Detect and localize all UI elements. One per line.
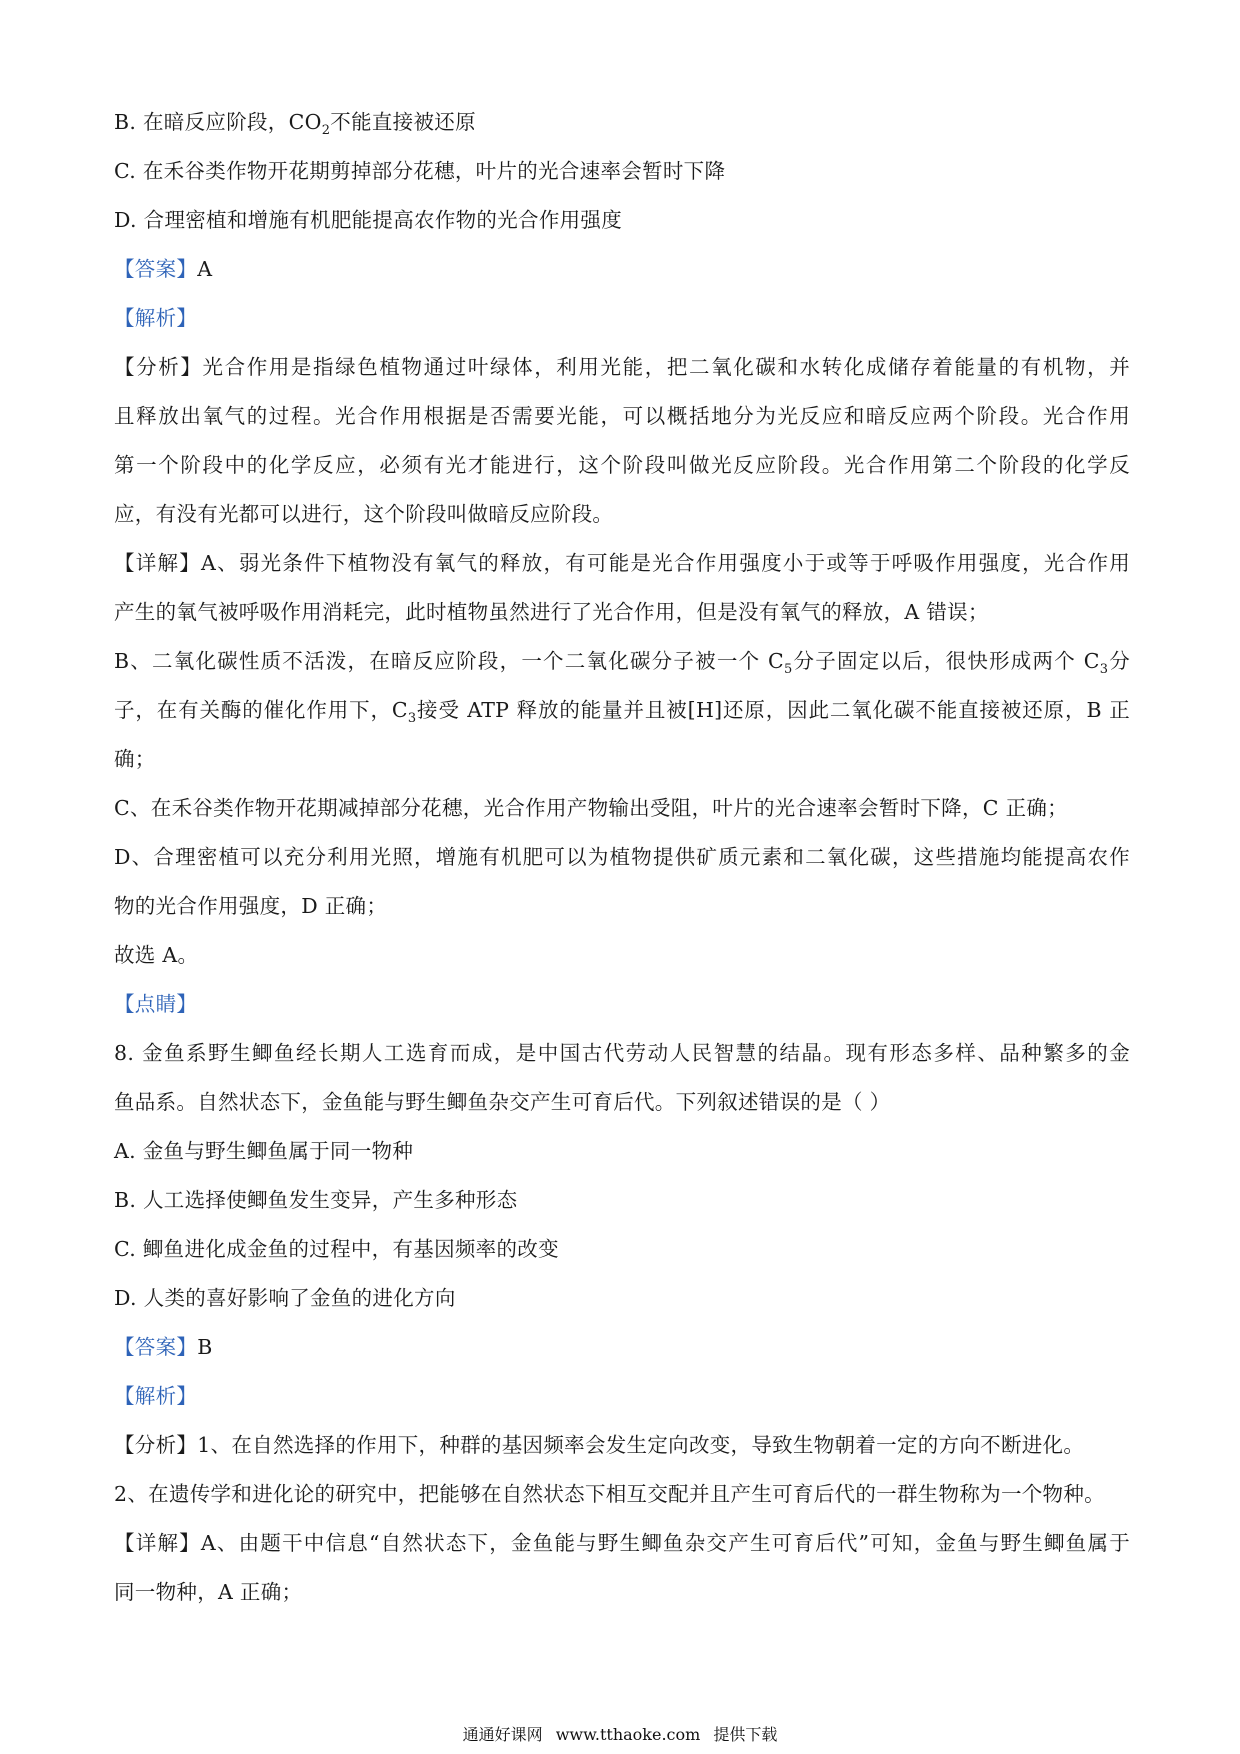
q7-option-d: D. 合理密植和增施有机肥能提高农作物的光合作用强度: [114, 208, 623, 232]
q7-option-b: B. 在暗反应阶段，$CO_2$不能直接被还原: [114, 110, 476, 139]
q7-answer: 【答案】A: [114, 257, 213, 281]
detail-tag: 【详解】: [114, 1531, 201, 1555]
q7-analysis-line-1: 【分析】光合作用是指绿色植物通过叶绿体，利用光能，把二氧化碳和水转化成储存着能量的有机物，并: [114, 355, 1130, 379]
answer-tag: 【答案】: [114, 1335, 198, 1359]
q7-detail-a-line-1: 【详解】A、弱光条件下植物没有氧气的释放，有可能是光合作用强度小于或等于呼吸作用强度，光合作用: [114, 551, 1130, 575]
q7-analysis-line-4: 应，有没有光都可以进行，这个阶段叫做暗反应阶段。: [114, 502, 614, 526]
q8-option-d: D. 人类的喜好影响了金鱼的进化方向: [114, 1286, 456, 1310]
q8-answer: 【答案】B: [114, 1335, 213, 1359]
q7-detail-b-line-2: 子，在有关酶的催化作用下，$C_3$接受 ATP 释放的能量并且被[H]还原，因此二氧化碳不能直接被还原，B 正: [114, 698, 1130, 727]
footer-note: 提供下载: [713, 1725, 778, 1744]
q8-analysis-line-1: 【分析】1、在自然选择的作用下，种群的基因频率会发生定向改变，导致生物朝着一定的方向不断进化。: [114, 1433, 1085, 1457]
q7-detail-a-line-2: 产生的氧气被呼吸作用消耗完，此时植物虽然进行了光合作用，但是没有氧气的释放，A 错误；: [114, 600, 989, 624]
q7-jiexi-tag: 【解析】: [114, 306, 198, 330]
detail-tag: 【详解】: [114, 551, 202, 575]
q8-analysis-line-2: 2、在遗传学和进化论的研究中，把能够在自然状态下相互交配并且产生可育后代的一群生物称为一个物种。: [114, 1482, 1105, 1506]
answer-tag: 【答案】: [114, 257, 198, 281]
q7-detail-b-line-1: B、二氧化碳性质不活泼，在暗反应阶段，一个二氧化碳分子被一个 $C_5$分子固定以后，很快形成两个 $C_3$分: [114, 649, 1130, 678]
q8-stem-line-1: 8. 金鱼系野生鲫鱼经长期人工选育而成，是中国古代劳动人民智慧的结晶。现有形态多样、品种繁多的金: [114, 1041, 1130, 1065]
q8-detail-a-line-1: 【详解】A、由题干中信息“自然状态下，金鱼能与野生鲫鱼杂交产生可育后代”可知，金鱼与野生鲫鱼属于: [114, 1531, 1130, 1555]
q8-option-a: A. 金鱼与野生鲫鱼属于同一物种: [114, 1139, 414, 1163]
footer-url[interactable]: www.tthaoke.com: [555, 1725, 701, 1744]
q7-detail-c-line-1: C、在禾谷类作物开花期减掉部分花穗，光合作用产物输出受阻，叶片的光合速率会暂时下降，C 正确；: [114, 796, 1068, 820]
q7-detail-d-line-2: 物的光合作用强度，D 正确；: [114, 894, 388, 918]
document-body: [114, 98, 1130, 1617]
q7-dianjing-tag: 【点睛】: [114, 992, 198, 1016]
analysis-tag: 【分析】: [114, 1433, 198, 1457]
q7-conclusion: 故选 A。: [114, 943, 199, 967]
q8-stem-line-2: 鱼品系。自然状态下，金鱼能与野生鲫鱼杂交产生可育后代。下列叙述错误的是（ ）: [114, 1090, 891, 1114]
q7-detail-b-line-3: 确；: [114, 747, 156, 771]
q7-analysis-line-3: 第一个阶段中的化学反应，必须有光才能进行，这个阶段叫做光反应阶段。光合作用第二个阶段的化学反: [114, 453, 1130, 477]
q8-jiexi-tag: 【解析】: [114, 1384, 198, 1408]
q8-option-c: C. 鲫鱼进化成金鱼的过程中，有基因频率的改变: [114, 1237, 559, 1261]
q7-option-c: C. 在禾谷类作物开花期剪掉部分花穗，叶片的光合速率会暂时下降: [114, 159, 726, 183]
q8-detail-a-line-2: 同一物种，A 正确；: [114, 1580, 303, 1604]
footer-site-name: 通通好课网: [462, 1725, 543, 1744]
q7-detail-d-line-1: D、合理密植可以充分利用光照，增施有机肥可以为植物提供矿质元素和二氧化碳，这些措施均能提高农作: [114, 845, 1130, 869]
q7-analysis-line-2: 且释放出氧气的过程。光合作用根据是否需要光能，可以概括地分为光反应和暗反应两个阶段。光合作用: [114, 404, 1130, 428]
page-footer: [0, 1722, 1240, 1745]
analysis-tag: 【分析】: [114, 355, 203, 379]
q8-option-b: B. 人工选择使鲫鱼发生变异，产生多种形态: [114, 1188, 518, 1212]
